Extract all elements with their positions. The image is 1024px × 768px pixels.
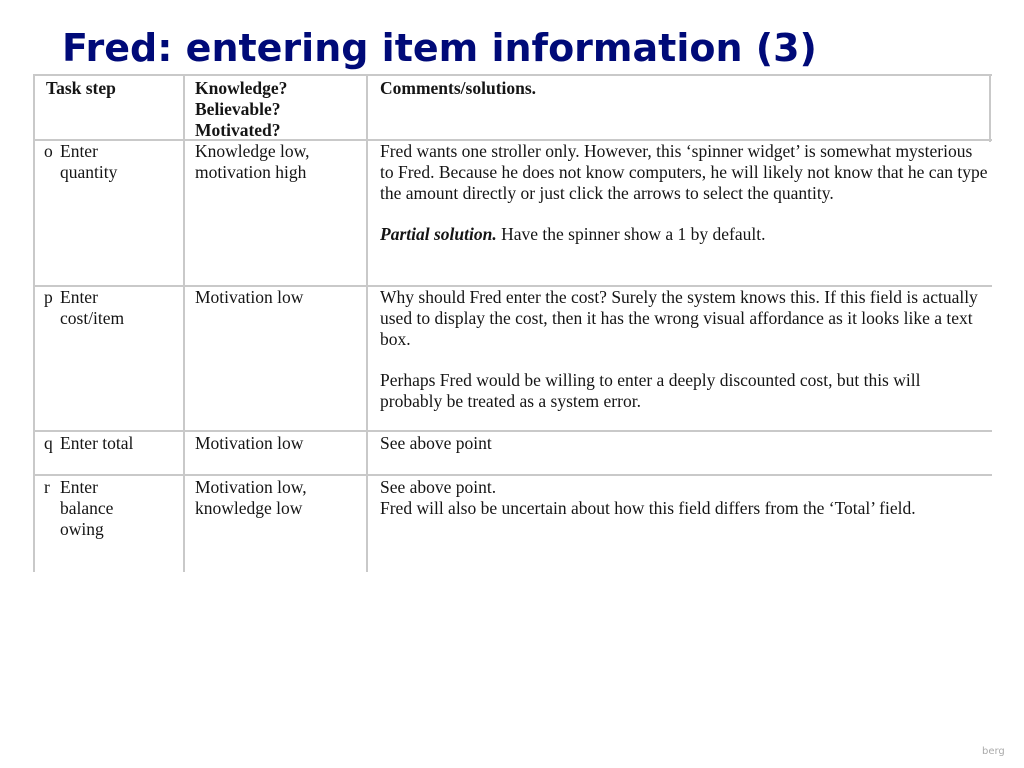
step-name: Enter quantity — [60, 141, 118, 182]
comment-text: See above point. — [380, 477, 497, 497]
column-rule — [989, 74, 991, 142]
table-row-p-assessment: Motivation low — [195, 287, 304, 307]
table-row-r-step — [44, 477, 180, 539]
table-top-rule — [33, 74, 992, 76]
step-letter: q — [44, 433, 53, 453]
footer-text — [982, 746, 1018, 757]
step-name: Enter total — [60, 433, 134, 453]
header-comments-solutions: Comments/solutions. — [380, 78, 537, 98]
comment-text: Why should Fred enter the cost? Surely the system knows this. If this field is actually used to display the cost, then it has the wrong visual affordance as it looks like a text box. — [380, 287, 978, 349]
row-rule — [33, 430, 992, 432]
row-rule — [33, 474, 992, 476]
header-knowledge-believable-motivated: Knowledge? Believable? Motivated? — [195, 78, 288, 140]
solution-body: Have the spinner show a 1 by default. — [501, 224, 766, 245]
column-rule — [366, 74, 368, 572]
header-task-step: Task step — [46, 78, 116, 98]
table-row-r-comment — [380, 477, 986, 519]
footer-text-clipped: berg — [982, 746, 1005, 757]
table-row-o-comment — [380, 141, 990, 245]
slide-title: Fred: entering item information (3) — [62, 26, 817, 70]
table-row-r-assessment: Motivation low, knowledge low — [195, 477, 307, 518]
step-letter: o — [44, 141, 53, 161]
column-rule — [33, 74, 35, 572]
solution-label: Partial solution. — [380, 224, 497, 245]
comment-text-2: Fred will also be uncertain about how this field differs from the ‘Total’ field. — [380, 497, 916, 518]
table-row-q-assessment: Motivation low — [195, 433, 304, 453]
table-row-p-step — [44, 287, 180, 329]
comment-text: Fred wants one stroller only. However, this ‘spinner widget’ is somewhat mysterious to Fred. Because he does not know computers, he will likely not know that he can type the amount directly or just click the arrows to select the quantity. — [380, 141, 988, 203]
table-row-q-comment: See above point — [380, 433, 492, 453]
comment-text-2: Perhaps Fred would be willing to enter a deeply discounted cost, but this will probably be treated as a system error. — [380, 370, 921, 411]
solution-text — [380, 224, 990, 245]
step-name: Enter balance owing — [60, 477, 114, 539]
step-letter: r — [44, 477, 50, 497]
table-row-q-step — [44, 433, 180, 454]
column-rule — [183, 74, 185, 572]
table-row-o-assessment: Knowledge low, motivation high — [195, 141, 310, 182]
step-letter: p — [44, 287, 53, 307]
table-row-p-comment — [380, 287, 986, 412]
step-name: Enter cost/item — [60, 287, 125, 328]
table-row-o-step — [44, 141, 180, 183]
